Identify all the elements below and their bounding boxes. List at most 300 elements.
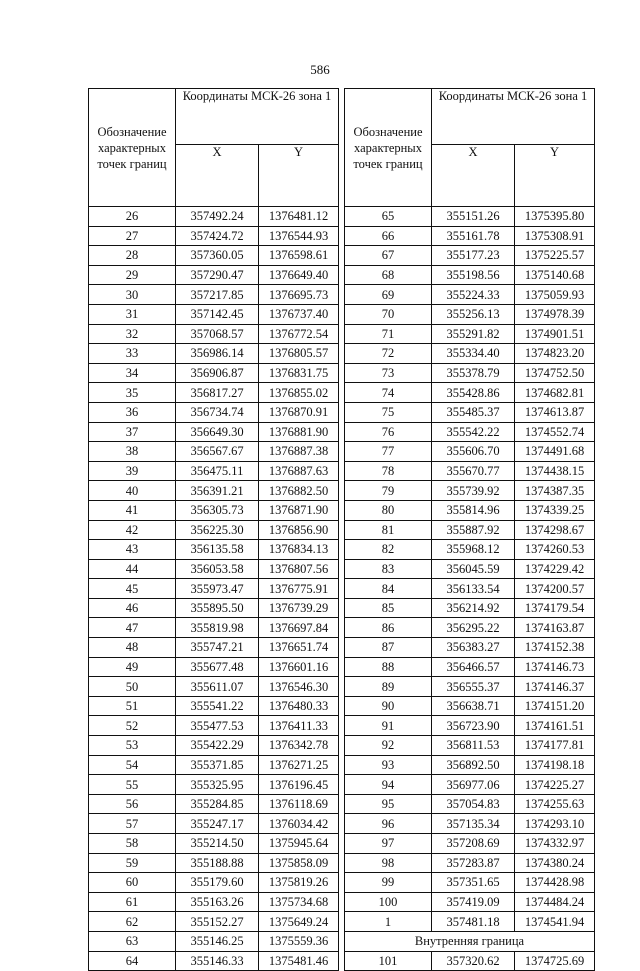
table-row <box>89 344 339 364</box>
x-cell: 355146.25 <box>176 931 259 951</box>
x-cell: 357135.34 <box>432 814 515 834</box>
table-row <box>89 618 339 638</box>
table-row <box>345 755 595 775</box>
x-cell: 355887.92 <box>432 520 515 540</box>
x-cell: 356811.53 <box>432 736 515 756</box>
table-row <box>345 520 595 540</box>
point-id-cell: 33 <box>89 344 176 364</box>
point-id-cell: 39 <box>89 461 176 481</box>
point-id-cell: 26 <box>89 207 176 227</box>
table-row <box>345 304 595 324</box>
x-cell: 356466.57 <box>432 657 515 677</box>
y-cell: 1374229.42 <box>515 559 595 579</box>
point-id-cell: 38 <box>89 442 176 462</box>
y-cell: 1376411.33 <box>259 716 339 736</box>
x-cell: 355677.48 <box>176 657 259 677</box>
point-id-cell: 58 <box>89 834 176 854</box>
y-cell: 1374339.25 <box>515 500 595 520</box>
x-cell: 355291.82 <box>432 324 515 344</box>
x-cell: 355747.21 <box>176 638 259 658</box>
table-row <box>89 422 339 442</box>
y-cell: 1376775.91 <box>259 579 339 599</box>
y-cell: 1375481.46 <box>259 951 339 971</box>
x-cell: 356045.59 <box>432 559 515 579</box>
point-id-cell: 1 <box>345 912 432 932</box>
point-id-cell: 81 <box>345 520 432 540</box>
table-row <box>345 814 595 834</box>
x-cell: 357208.69 <box>432 834 515 854</box>
point-id-cell: 68 <box>345 265 432 285</box>
x-cell: 356383.27 <box>432 638 515 658</box>
y-cell: 1376831.75 <box>259 363 339 383</box>
point-id-cell: 82 <box>345 540 432 560</box>
x-cell: 355611.07 <box>176 677 259 697</box>
x-cell: 356214.92 <box>432 598 515 618</box>
table-row <box>89 853 339 873</box>
point-id-cell: 48 <box>89 638 176 658</box>
table-row <box>89 481 339 501</box>
x-cell: 356734.74 <box>176 402 259 422</box>
y-cell: 1375858.09 <box>259 853 339 873</box>
header-y-label: Y <box>515 144 595 206</box>
point-id-cell: 55 <box>89 775 176 795</box>
table-row <box>89 657 339 677</box>
y-cell: 1376118.69 <box>259 794 339 814</box>
table-row <box>345 481 595 501</box>
point-id-cell: 31 <box>89 304 176 324</box>
y-cell: 1374613.87 <box>515 402 595 422</box>
x-cell: 355485.37 <box>432 402 515 422</box>
point-id-cell: 59 <box>89 853 176 873</box>
point-id-cell: 91 <box>345 716 432 736</box>
y-cell: 1376342.78 <box>259 736 339 756</box>
point-id-cell: 37 <box>89 422 176 442</box>
table-row <box>89 402 339 422</box>
table-row <box>345 461 595 481</box>
y-cell: 1376481.12 <box>259 207 339 227</box>
x-cell: 356649.30 <box>176 422 259 442</box>
point-id-cell: 85 <box>345 598 432 618</box>
point-id-cell: 89 <box>345 677 432 697</box>
y-cell: 1374823.20 <box>515 344 595 364</box>
table-row <box>89 285 339 305</box>
point-id-cell: 36 <box>89 402 176 422</box>
table-row <box>345 579 595 599</box>
table-row <box>89 696 339 716</box>
point-id-cell: 92 <box>345 736 432 756</box>
y-cell: 1376887.38 <box>259 442 339 462</box>
header-y-label: Y <box>259 144 339 206</box>
point-id-cell: 90 <box>345 696 432 716</box>
header-x-label: X <box>176 144 259 206</box>
table-row <box>89 363 339 383</box>
x-cell: 355214.50 <box>176 834 259 854</box>
y-cell: 1375225.57 <box>515 246 595 266</box>
x-cell: 355224.33 <box>432 285 515 305</box>
x-cell: 357492.24 <box>176 207 259 227</box>
point-id-cell: 83 <box>345 559 432 579</box>
x-cell: 355334.40 <box>432 344 515 364</box>
table-body-left <box>89 207 339 971</box>
table-row <box>345 226 595 246</box>
point-id-cell: 87 <box>345 638 432 658</box>
table-row <box>345 500 595 520</box>
table-row <box>345 207 595 227</box>
point-id-cell: 35 <box>89 383 176 403</box>
y-cell: 1376855.02 <box>259 383 339 403</box>
x-cell: 355161.78 <box>432 226 515 246</box>
y-cell: 1376601.16 <box>259 657 339 677</box>
table-row <box>89 304 339 324</box>
x-cell: 355146.33 <box>176 951 259 971</box>
x-cell: 357068.57 <box>176 324 259 344</box>
x-cell: 356391.21 <box>176 481 259 501</box>
y-cell: 1374682.81 <box>515 383 595 403</box>
table-row <box>345 383 595 403</box>
table-row <box>345 442 595 462</box>
table-row <box>345 598 595 618</box>
point-id-cell: 96 <box>345 814 432 834</box>
table-row <box>89 383 339 403</box>
point-id-cell: 60 <box>89 873 176 893</box>
y-cell: 1374161.51 <box>515 716 595 736</box>
table-row <box>345 265 595 285</box>
table-row <box>345 677 595 697</box>
x-cell: 355177.23 <box>432 246 515 266</box>
y-cell: 1374177.81 <box>515 736 595 756</box>
y-cell: 1375649.24 <box>259 912 339 932</box>
header-coords-label: Координаты МСК-26 зона 1 <box>432 89 595 145</box>
x-cell: 357320.62 <box>432 951 515 971</box>
x-cell: 356475.11 <box>176 461 259 481</box>
point-id-cell: 74 <box>345 383 432 403</box>
section-row <box>345 931 595 951</box>
y-cell: 1375559.36 <box>259 931 339 951</box>
point-id-cell: 71 <box>345 324 432 344</box>
table-row <box>345 853 595 873</box>
y-cell: 1376598.61 <box>259 246 339 266</box>
point-id-cell: 49 <box>89 657 176 677</box>
x-cell: 356053.58 <box>176 559 259 579</box>
point-id-cell: 66 <box>345 226 432 246</box>
x-cell: 356986.14 <box>176 344 259 364</box>
y-cell: 1374428.98 <box>515 873 595 893</box>
y-cell: 1375819.26 <box>259 873 339 893</box>
point-id-cell: 94 <box>345 775 432 795</box>
table-row <box>345 363 595 383</box>
y-cell: 1374298.67 <box>515 520 595 540</box>
point-id-cell: 50 <box>89 677 176 697</box>
point-id-cell: 86 <box>345 618 432 638</box>
x-cell: 355814.96 <box>432 500 515 520</box>
table-row <box>89 207 339 227</box>
y-cell: 1376807.56 <box>259 559 339 579</box>
table-row <box>345 716 595 736</box>
page-number: 586 <box>310 62 330 77</box>
y-cell: 1374255.63 <box>515 794 595 814</box>
x-cell: 356977.06 <box>432 775 515 795</box>
x-cell: 355819.98 <box>176 618 259 638</box>
table-row <box>89 716 339 736</box>
table-row <box>345 540 595 560</box>
table-row <box>89 775 339 795</box>
y-cell: 1376737.40 <box>259 304 339 324</box>
x-cell: 355973.47 <box>176 579 259 599</box>
x-cell: 357290.47 <box>176 265 259 285</box>
table-row <box>89 951 339 971</box>
x-cell: 355247.17 <box>176 814 259 834</box>
coordinates-table-right <box>344 88 595 971</box>
point-id-cell: 47 <box>89 618 176 638</box>
y-cell: 1374260.53 <box>515 540 595 560</box>
point-id-cell: 44 <box>89 559 176 579</box>
header-x-label: X <box>432 144 515 206</box>
x-cell: 356906.87 <box>176 363 259 383</box>
y-cell: 1376870.91 <box>259 402 339 422</box>
y-cell: 1376695.73 <box>259 285 339 305</box>
point-id-cell: 51 <box>89 696 176 716</box>
point-id-cell: 32 <box>89 324 176 344</box>
table-row <box>345 834 595 854</box>
table-row <box>345 873 595 893</box>
table-row <box>345 559 595 579</box>
y-cell: 1375945.64 <box>259 834 339 854</box>
x-cell: 355284.85 <box>176 794 259 814</box>
x-cell: 357142.45 <box>176 304 259 324</box>
header-coords-label: Координаты МСК-26 зона 1 <box>176 89 339 145</box>
y-cell: 1374146.37 <box>515 677 595 697</box>
point-id-cell: 27 <box>89 226 176 246</box>
y-cell: 1374491.68 <box>515 442 595 462</box>
table-row <box>89 500 339 520</box>
point-id-cell: 45 <box>89 579 176 599</box>
y-cell: 1376271.25 <box>259 755 339 775</box>
y-cell: 1376196.45 <box>259 775 339 795</box>
table-row <box>89 442 339 462</box>
x-cell: 355477.53 <box>176 716 259 736</box>
x-cell: 355422.29 <box>176 736 259 756</box>
table-row <box>89 931 339 951</box>
table-row <box>89 912 339 932</box>
y-cell: 1374978.39 <box>515 304 595 324</box>
y-cell: 1374901.51 <box>515 324 595 344</box>
point-id-cell: 78 <box>345 461 432 481</box>
x-cell: 355542.22 <box>432 422 515 442</box>
table-row <box>345 344 595 364</box>
x-cell: 357351.65 <box>432 873 515 893</box>
x-cell: 356723.90 <box>432 716 515 736</box>
y-cell: 1374541.94 <box>515 912 595 932</box>
point-id-cell: 80 <box>345 500 432 520</box>
y-cell: 1374552.74 <box>515 422 595 442</box>
x-cell: 356135.58 <box>176 540 259 560</box>
y-cell: 1376805.57 <box>259 344 339 364</box>
x-cell: 356295.22 <box>432 618 515 638</box>
point-id-cell: 62 <box>89 912 176 932</box>
point-id-cell: 56 <box>89 794 176 814</box>
table-row <box>345 794 595 814</box>
table-row <box>89 873 339 893</box>
y-cell: 1374163.87 <box>515 618 595 638</box>
point-id-cell: 42 <box>89 520 176 540</box>
y-cell: 1376739.29 <box>259 598 339 618</box>
x-cell: 356555.37 <box>432 677 515 697</box>
x-cell: 355968.12 <box>432 540 515 560</box>
table-row <box>345 618 595 638</box>
y-cell: 1374752.50 <box>515 363 595 383</box>
y-cell: 1374200.57 <box>515 579 595 599</box>
x-cell: 355378.79 <box>432 363 515 383</box>
x-cell: 355739.92 <box>432 481 515 501</box>
x-cell: 355541.22 <box>176 696 259 716</box>
y-cell: 1375140.68 <box>515 265 595 285</box>
x-cell: 356567.67 <box>176 442 259 462</box>
point-id-cell: 98 <box>345 853 432 873</box>
y-cell: 1375308.91 <box>515 226 595 246</box>
y-cell: 1375734.68 <box>259 892 339 912</box>
y-cell: 1374179.54 <box>515 598 595 618</box>
y-cell: 1374387.35 <box>515 481 595 501</box>
inner-boundary-label: Внутренняя граница <box>345 931 595 951</box>
x-cell: 355428.86 <box>432 383 515 403</box>
point-id-cell: 79 <box>345 481 432 501</box>
y-cell: 1374484.24 <box>515 892 595 912</box>
point-id-cell: 69 <box>345 285 432 305</box>
x-cell: 355152.27 <box>176 912 259 932</box>
point-id-cell: 65 <box>345 207 432 227</box>
point-id-cell: 40 <box>89 481 176 501</box>
point-id-cell: 46 <box>89 598 176 618</box>
x-cell: 357054.83 <box>432 794 515 814</box>
x-cell: 357217.85 <box>176 285 259 305</box>
point-id-cell: 95 <box>345 794 432 814</box>
y-cell: 1376546.30 <box>259 677 339 697</box>
table-row <box>89 794 339 814</box>
table-row <box>345 736 595 756</box>
point-id-cell: 99 <box>345 873 432 893</box>
y-cell: 1376480.33 <box>259 696 339 716</box>
header-point-label: Обозначение характерных точек границ <box>89 89 176 207</box>
x-cell: 355606.70 <box>432 442 515 462</box>
table-row <box>345 246 595 266</box>
table-row <box>345 696 595 716</box>
table-row <box>89 461 339 481</box>
table-row <box>345 657 595 677</box>
table-row <box>345 892 595 912</box>
point-id-cell: 84 <box>345 579 432 599</box>
point-id-cell: 93 <box>345 755 432 775</box>
x-cell: 356817.27 <box>176 383 259 403</box>
y-cell: 1376651.74 <box>259 638 339 658</box>
y-cell: 1374146.73 <box>515 657 595 677</box>
x-cell: 357419.09 <box>432 892 515 912</box>
table-row <box>89 324 339 344</box>
x-cell: 356133.54 <box>432 579 515 599</box>
y-cell: 1374293.10 <box>515 814 595 834</box>
table-row <box>89 834 339 854</box>
table-row <box>89 755 339 775</box>
point-id-cell: 67 <box>345 246 432 266</box>
table-row <box>89 814 339 834</box>
x-cell: 355163.26 <box>176 892 259 912</box>
x-cell: 355371.85 <box>176 755 259 775</box>
y-cell: 1376871.90 <box>259 500 339 520</box>
x-cell: 355670.77 <box>432 461 515 481</box>
x-cell: 356225.30 <box>176 520 259 540</box>
point-id-cell: 28 <box>89 246 176 266</box>
y-cell: 1375059.93 <box>515 285 595 305</box>
point-id-cell: 70 <box>345 304 432 324</box>
table-row <box>89 736 339 756</box>
x-cell: 356892.50 <box>432 755 515 775</box>
y-cell: 1374225.27 <box>515 775 595 795</box>
y-cell: 1376034.42 <box>259 814 339 834</box>
y-cell: 1376856.90 <box>259 520 339 540</box>
table-row <box>345 638 595 658</box>
x-cell: 355325.95 <box>176 775 259 795</box>
table-row <box>89 579 339 599</box>
table-row <box>345 951 595 971</box>
table-row <box>89 520 339 540</box>
y-cell: 1374152.38 <box>515 638 595 658</box>
point-id-cell: 57 <box>89 814 176 834</box>
table-body-right <box>345 207 595 971</box>
point-id-cell: 53 <box>89 736 176 756</box>
y-cell: 1376772.54 <box>259 324 339 344</box>
coordinates-table-left <box>88 88 339 971</box>
x-cell: 356638.71 <box>432 696 515 716</box>
point-id-cell: 72 <box>345 344 432 364</box>
point-id-cell: 43 <box>89 540 176 560</box>
x-cell: 355256.13 <box>432 304 515 324</box>
y-cell: 1376544.93 <box>259 226 339 246</box>
table-row <box>89 638 339 658</box>
x-cell: 357360.05 <box>176 246 259 266</box>
table-row <box>345 775 595 795</box>
point-id-cell: 34 <box>89 363 176 383</box>
x-cell: 356305.73 <box>176 500 259 520</box>
y-cell: 1376697.84 <box>259 618 339 638</box>
y-cell: 1376887.63 <box>259 461 339 481</box>
point-id-cell: 75 <box>345 402 432 422</box>
y-cell: 1376649.40 <box>259 265 339 285</box>
table-row <box>89 598 339 618</box>
point-id-cell: 54 <box>89 755 176 775</box>
point-id-cell: 97 <box>345 834 432 854</box>
x-cell: 357424.72 <box>176 226 259 246</box>
table-row <box>89 226 339 246</box>
y-cell: 1374438.15 <box>515 461 595 481</box>
y-cell: 1376834.13 <box>259 540 339 560</box>
point-id-cell: 63 <box>89 931 176 951</box>
table-row <box>345 324 595 344</box>
y-cell: 1376882.50 <box>259 481 339 501</box>
x-cell: 355188.88 <box>176 853 259 873</box>
x-cell: 355198.56 <box>432 265 515 285</box>
y-cell: 1376881.90 <box>259 422 339 442</box>
point-id-cell: 77 <box>345 442 432 462</box>
point-id-cell: 76 <box>345 422 432 442</box>
table-row <box>89 246 339 266</box>
table-row <box>345 402 595 422</box>
x-cell: 355179.60 <box>176 873 259 893</box>
point-id-cell: 88 <box>345 657 432 677</box>
point-id-cell: 101 <box>345 951 432 971</box>
y-cell: 1374332.97 <box>515 834 595 854</box>
x-cell: 357283.87 <box>432 853 515 873</box>
table-row <box>345 912 595 932</box>
table-row <box>345 285 595 305</box>
